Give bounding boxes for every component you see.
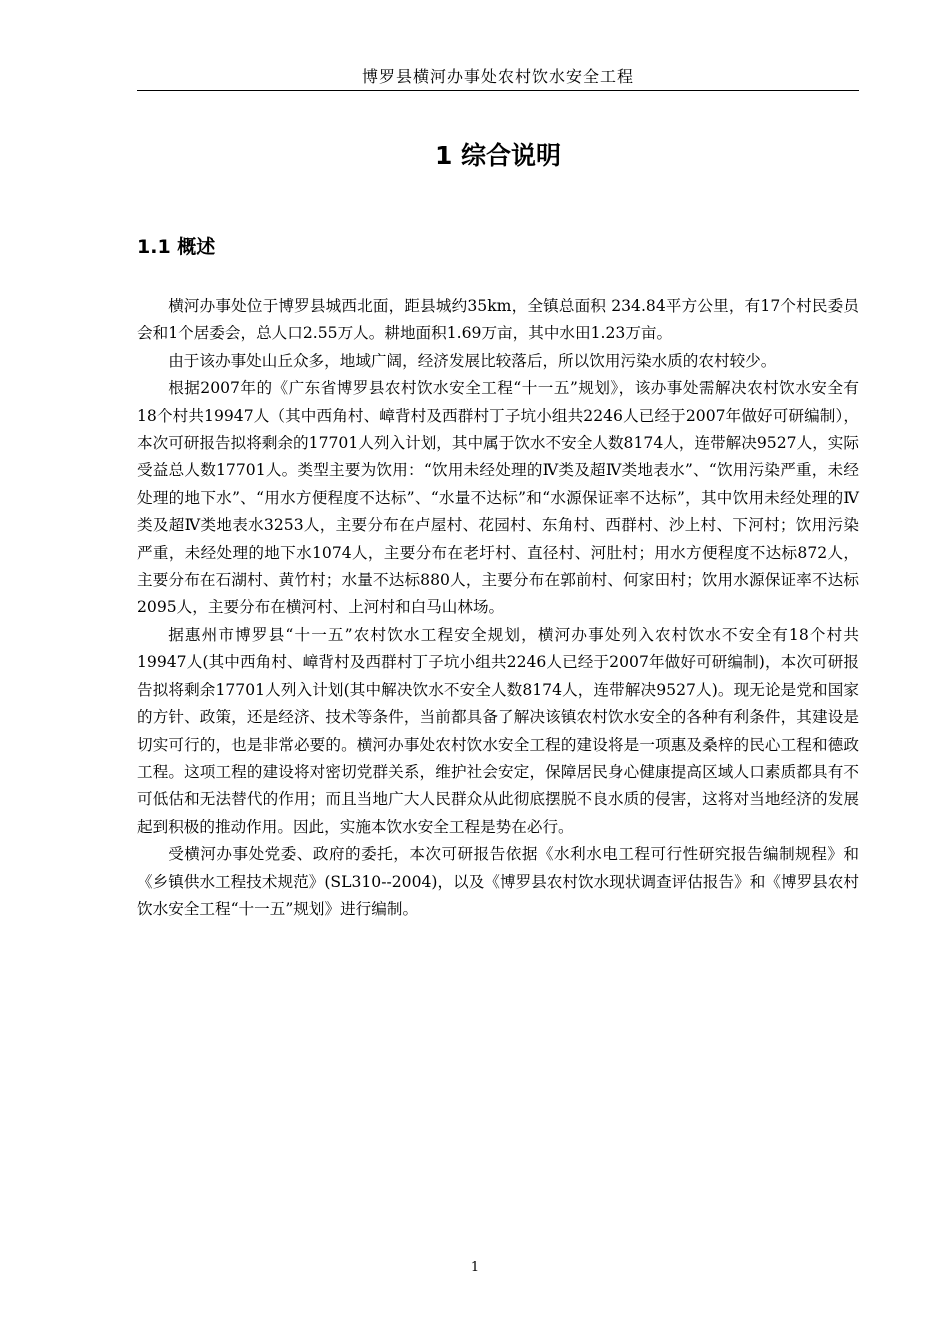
paragraph: 据惠州市博罗县“十一五”农村饮水工程安全规划，横河办事处列入农村饮水不安全有18个村共19947人(其中西角村、嶂背村及西群村丁子坑小组共2246人已经于2007年做好可研编制)，本次可研报告拟将剩余17701人列入计划(其中解决饮水不安全人数8174人，连带解决9527人)。现无论是党和国家的方针、政策，还是经济、技术等条件，当前都具备了解决该镇农村饮水安全的各种有利条件，其建设是切实可行的，也是非常必要的。横河办事处农村饮水安全工程的建设将是一项惠及桑梓的民心工程和德政工程。这项工程的建设将对密切党群关系，维护社会安定，保障居民身心健康提高区域人口素质都具有不可低估和无法替代的作用；而且当地广大人民群众从此彻底摆脱不良水质的侵害，这将对当地经济的发展起到积极的推动作用。因此，实施本饮水安全工程是势在必行。 (137, 625, 859, 836)
page-number: 1 (470, 1260, 480, 1275)
paragraph: 受横河办事处党委、政府的委托，本次可研报告依据《水利水电工程可行性研究报告编制规程》和《乡镇供水工程技术规范》(SL310--2004)，以及《博罗县农村饮水现状调查评估报告》和《博罗县农村饮水安全工程“十一五”规划》进行编制。 (137, 845, 859, 918)
chapter-title: 1 综合说明 (434, 141, 562, 170)
section-title: 1.1 概述 (137, 236, 216, 258)
paragraph: 由于该办事处山丘众多，地域广阔，经济发展比较落后，所以饮用污染水质的农村较少。 (168, 351, 777, 370)
paragraph: 根据2007年的《广东省博罗县农村饮水安全工程“十一五”规划》，该办事处需解决农村饮水安全有18个村共19947人（其中西角村、嶂背村及西群村丁子坑小组共2246人已经于2007年做好可研编制），本次可研报告拟将剩余的17701人列入计划，其中属于饮水不安全人数8174人，连带解决9527人，实际受益总人数17701人。类型主要为饮用：“饮用未经处理的Ⅳ类及超Ⅳ类地表水”、“饮用污染严重，未经处理的地下水”、“用水方便程度不达标”、“水量不达标”和“水源保证率不达标”，其中饮用未经处理的Ⅳ类及超Ⅳ类地表水3253人，主要分布在卢屋村、花园村、东角村、西群村、沙上村、下河村；饮用污染严重，未经处理的地下水1074人，主要分布在老圩村、直径村、河肚村；用水方便程度不达标872人，主要分布在石湖村、黄竹村；水量不达标880人，主要分布在郭前村、何家田村；饮用水源保证率不达标2095人，主要分布在横河村、上河村和白马山林场。 (137, 379, 859, 617)
page-header: 博罗县横河办事处农村饮水安全工程 (361, 67, 634, 86)
paragraph: 横河办事处位于博罗县城西北面，距县城约35km，全镇总面积 234.84平方公里，有17个村民委员会和1个居委会，总人口2.55万人。耕地面积1.69万亩，其中水田1.23万亩。 (137, 297, 859, 343)
body-text (137, 293, 859, 923)
header-rule (137, 90, 859, 91)
